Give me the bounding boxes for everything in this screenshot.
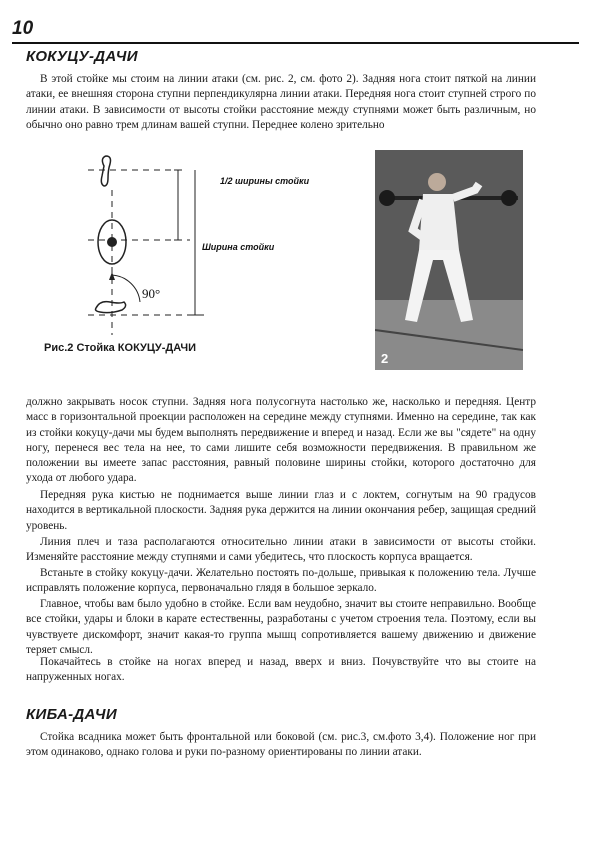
intro-paragraph: В этой стойке мы стоим на линии атаки (см. рис. 2, см. фото 2). Задняя нога стоит пяткой на линии атаки, ее внешняя сторона ступни перпендикулярна линии атаки. Передняя нога стоит ступней строго по линии атаки. В зависимости от высоты стойки расстояние между ступнями может быть различным, но обычно оно равно трем длинам вашей ступни. Переднее колено зрительно [26, 73, 536, 131]
photo-illustration [375, 150, 523, 370]
body-paragraph: Передняя рука кистью не поднимается выше линии глаз и с локтем, согнутым на 90 градусов находится в вертикальной плоскости. Задняя рука держится на линии окончания ребер, защищая средний уровень. [26, 489, 536, 532]
section-title-kokutsu: КОКУЦУ-ДАЧИ [26, 48, 138, 65]
width-label: Ширина стойки [202, 242, 275, 252]
angle-arc [112, 275, 140, 302]
body-paragraph: Встаньте в стойку кокуцу-дачи. Желательно постоять по-дольше, привыкая к положению тела. Лучше исправлять положение корпуса, первоначально глядя в большое зеркало. [26, 567, 536, 595]
body-paragraph: Линия плеч и таза располагаются относительно линии атаки в зависимости от высоты стойки. Изменяйте расстояние между ступнями и сами убедитесь, что плоскость корпуса вращается. [26, 536, 536, 564]
page-number: 10 [12, 18, 34, 39]
body-paragraph: должно закрывать носок ступни. Задняя нога полусогнута настолько же, насколько и передняя. Центр масс в горизонтальной проекции расположен на середине между ступнями. Именно на середине, так как из стойки кокуцу-дачи мы будем выполнять передвижение и вперед и назад. Если же вы "сядете" на одну ногу, перенеся вес тела на нее, то сами лишите себя возможности передвижения. В правильном же положении вы имеете запас расстояния, равный половине ширины стойки, которого достаточно для ухода от любого удара. [26, 396, 536, 485]
stance-diagram-svg [30, 150, 330, 350]
front-foot-icon [101, 156, 110, 186]
section2-intro: Стойка всадника может быть фронтальной или боковой (см. рис.3, см.фото 3,4). Положение ног при этом одинаково, однако голова и руки по-разному ориентированы по линии атаки. [26, 731, 536, 759]
stance-diagram [30, 150, 330, 350]
header-rule [12, 42, 579, 44]
figure-caption: Рис.2 Стойка КОКУЦУ-ДАЧИ [44, 342, 197, 354]
body-paragraph: Главное, чтобы вам было удобно в стойке. Если вам неудобно, значит вы стоите неправильно. Вообще все стойки, удары и блоки в карате естественны, разработаны с учетом строения тела. Поэтому, если вы чувствуете дискомфорт, значит какая-то группа мышц сопротивляется вашему движению и движение теряет смысл. [26, 598, 536, 656]
center-of-mass-dot [107, 237, 117, 247]
body-paragraph: Покачайтесь в стойке на ногах вперед и назад, вверх и вниз. Почувствуйте что вы стоите на напруженных ногах. [26, 656, 536, 684]
section-title-kiba: КИБА-ДАЧИ [26, 706, 117, 723]
photo-number: 2 [381, 351, 389, 366]
back-foot-icon [96, 302, 126, 313]
angle-label: 90° [142, 286, 161, 301]
stance-photo [375, 150, 523, 370]
half-width-label: 1/2 ширины стойки [220, 176, 310, 186]
